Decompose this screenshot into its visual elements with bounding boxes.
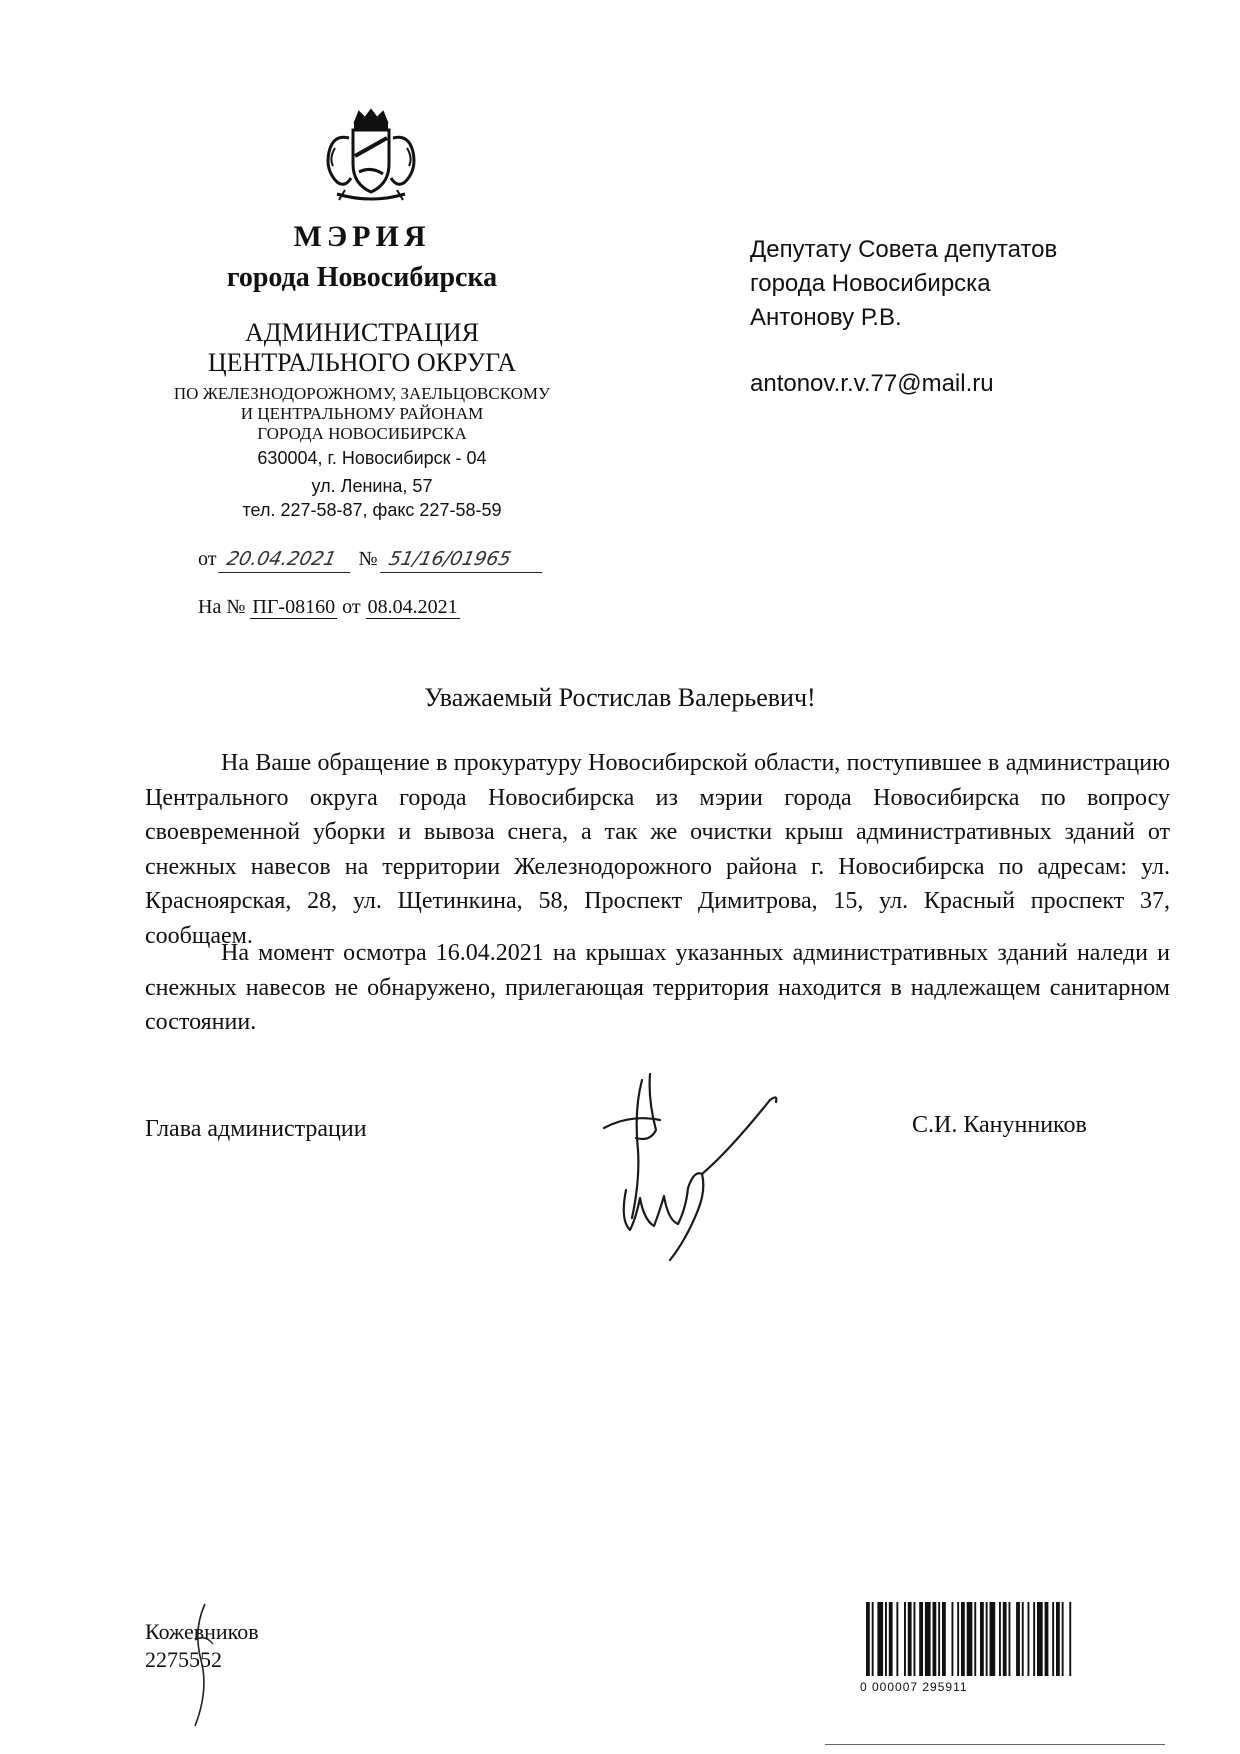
handwritten-date: 20.04.2021: [219, 546, 357, 573]
signatory-position: Глава администрации: [145, 1116, 367, 1142]
barcode-bar: [1062, 1602, 1064, 1676]
mayor-title: МЭРИЯ: [293, 220, 431, 253]
recipient-line-2: города Новосибирска: [750, 270, 991, 297]
reference-line: [198, 594, 460, 620]
barcode-bar: [1028, 1602, 1030, 1676]
executor-name: Кожевников: [145, 1619, 259, 1644]
barcode-bar: [866, 1602, 870, 1676]
recipient-email: antonov.r.v.77@mail.ru: [750, 370, 994, 397]
barcode-bar: [914, 1602, 916, 1676]
admin-title-line-1: АДМИНИСТРАЦИЯ: [245, 318, 479, 347]
sender-address-line-1: 630004, г. Новосибирск - 04: [257, 448, 487, 468]
barcode-bar: [990, 1602, 996, 1676]
barcode-bar: [999, 1602, 1001, 1676]
barcode-bar: [974, 1602, 976, 1676]
barcode-bar: [967, 1602, 973, 1676]
barcode-bar: [942, 1602, 946, 1676]
ref-number: ПГ-08160: [252, 596, 336, 618]
barcode-bar: [938, 1602, 940, 1676]
ref-date: 08.04.2021: [367, 596, 458, 618]
barcode-bar: [1069, 1602, 1071, 1676]
barcode-bar: [919, 1602, 923, 1676]
district-line-1: ПО ЖЕЛЕЗНОДОРОЖНОМУ, ЗАЕЛЬЦОВСКОМУ: [173, 384, 551, 403]
barcode-bar: [889, 1602, 893, 1676]
outgoing-number-line: [198, 546, 545, 573]
barcode-bar: [877, 1602, 883, 1676]
executor-phone: 2275552: [145, 1647, 222, 1672]
barcode-number: 0 000007 295911: [860, 1680, 968, 1694]
admin-title-line-2: ЦЕНТРАЛЬНОГО ОКРУГА: [207, 348, 517, 377]
handwritten-signature-icon: [590, 1070, 790, 1270]
barcode-bar: [1056, 1602, 1060, 1676]
scribble-mark-icon: [175, 1600, 225, 1730]
recipient-line-1: Депутату Совета депутатов: [750, 236, 1058, 263]
barcode-bar: [1033, 1602, 1035, 1676]
ref-from-label: от: [342, 596, 361, 618]
body-paragraph-1: На Ваше обращение в прокуратуру Новосибирской области, поступившее в администрацию Центрального округа города Новосибирска из мэрии города Новосибирска по вопросу своевременной уборки и вывоза снега, а так же очистки крыш административных зданий от снежных навесов на территории Железнодорожного района г. Новосибирска по адресам: ул. Красноярская, 28, ул. Щетинкина, 58, Проспект Димитрова, 15, ул. Красный проспект 37, сообщаем.: [145, 750, 1170, 949]
barcode-icon: [858, 1602, 1168, 1682]
ref-label: На: [198, 596, 222, 618]
recipient-name: Антонову Р.В.: [750, 304, 902, 331]
barcode-bar: [904, 1602, 906, 1676]
barcode-bar: [908, 1602, 912, 1676]
barcode-bar: [1003, 1602, 1007, 1676]
barcode-bar: [885, 1602, 887, 1676]
barcode-bar: [961, 1602, 965, 1676]
barcode-bar: [925, 1602, 931, 1676]
district-line-2: И ЦЕНТРАЛЬНОМУ РАЙОНАМ: [240, 404, 484, 423]
barcode-bar: [933, 1602, 937, 1676]
body-paragraph-2: На момент осмотра 16.04.2021 на крышах указанных административных зданий наледи и снежных навесов не обнаружено, прилегающая территория находится в надлежащем санитарном состоянии.: [145, 940, 1170, 1035]
footer-rule: [825, 1744, 1165, 1745]
barcode-bar: [957, 1602, 959, 1676]
sender-phone-line: тел. 227-58-87, факс 227-58-59: [242, 500, 502, 520]
district-line-3: ГОРОДА НОВОСИБИРСКА: [257, 424, 467, 443]
barcode-bar: [1016, 1602, 1020, 1676]
number-label: №: [358, 548, 378, 570]
from-label: от: [198, 548, 217, 570]
ref-number-label: №: [226, 596, 246, 618]
barcode-bar: [872, 1602, 874, 1676]
barcode-bar: [1045, 1602, 1049, 1676]
mayor-city: города Новосибирска: [226, 262, 498, 293]
barcode-bar: [1022, 1602, 1024, 1676]
handwritten-number: 51/16/01965: [380, 546, 548, 573]
coat-of-arms-icon: [315, 108, 427, 208]
barcode-bar: [1009, 1602, 1011, 1676]
barcode-bar: [952, 1602, 954, 1676]
barcode-bar: [980, 1602, 984, 1676]
signatory-name: С.И. Канунников: [912, 1112, 1087, 1138]
barcode-bar: [1037, 1602, 1043, 1676]
barcode-bar: [896, 1602, 898, 1676]
barcode-bar: [986, 1602, 988, 1676]
salutation: Уважаемый Ростислав Валерьевич!: [424, 683, 816, 712]
sender-address-line-2: ул. Ленина, 57: [311, 476, 433, 496]
barcode-bar: [1052, 1602, 1054, 1676]
